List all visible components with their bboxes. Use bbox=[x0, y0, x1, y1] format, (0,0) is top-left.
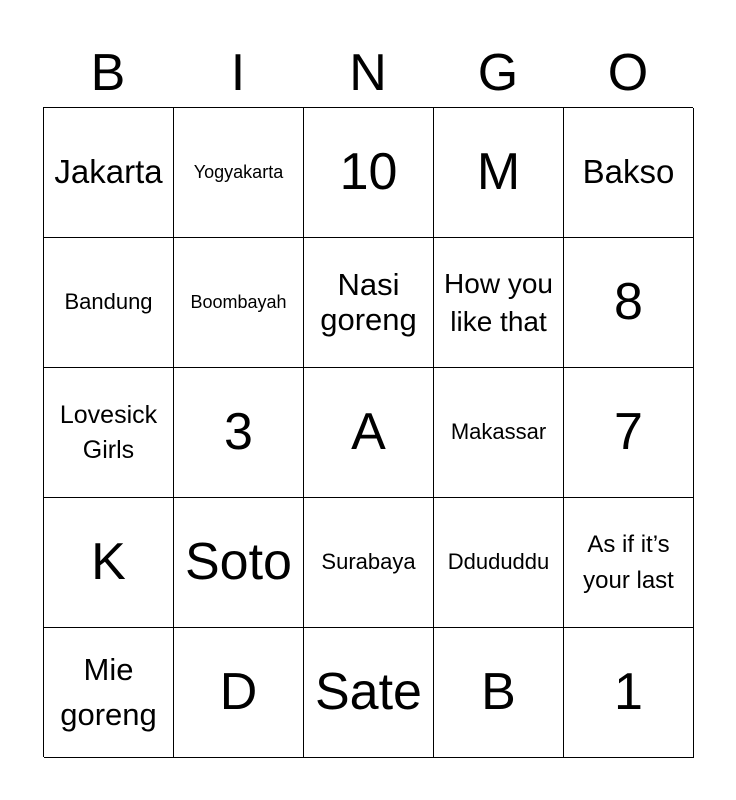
bingo-cell-r3c5[interactable] bbox=[564, 368, 694, 498]
bingo-cell-r5c2[interactable] bbox=[174, 628, 304, 758]
bingo-cell-r1c1[interactable] bbox=[44, 108, 174, 238]
cell-text: B bbox=[481, 662, 516, 721]
bingo-cell-r3c4[interactable] bbox=[434, 368, 564, 498]
bingo-cell-r2c4[interactable] bbox=[434, 238, 564, 368]
bingo-cell-r5c5[interactable] bbox=[564, 628, 694, 758]
bingo-board bbox=[43, 107, 693, 757]
cell-text: As if it’s your last bbox=[583, 530, 674, 594]
bingo-cell-r2c2[interactable] bbox=[174, 238, 304, 368]
bingo-cell-r1c4[interactable] bbox=[434, 108, 564, 238]
header-letter-g: G bbox=[477, 44, 519, 102]
bingo-cell-r4c2[interactable] bbox=[174, 498, 304, 628]
bingo-cell-r4c5[interactable] bbox=[564, 498, 694, 628]
header-letter-o: O bbox=[607, 44, 649, 102]
header-letter-i: I bbox=[230, 44, 246, 102]
cell-text: Bandung bbox=[64, 289, 153, 315]
cell-text: Makassar bbox=[450, 419, 547, 445]
cell-text: Soto bbox=[185, 532, 292, 591]
cell-text: 8 bbox=[614, 272, 643, 331]
cell-text: Ddududdu bbox=[447, 549, 550, 575]
cell-text: Surabaya bbox=[321, 549, 416, 575]
cell-text: Bakso bbox=[582, 153, 675, 191]
bingo-cell-r5c3[interactable] bbox=[304, 628, 434, 758]
cell-text: 7 bbox=[614, 402, 643, 461]
bingo-cell-r4c1[interactable] bbox=[44, 498, 174, 628]
cell-text: A bbox=[351, 402, 386, 461]
cell-text: M bbox=[476, 142, 521, 201]
bingo-cell-r3c3[interactable] bbox=[304, 368, 434, 498]
cell-text: 3 bbox=[224, 402, 253, 461]
cell-text: Lovesick Girls bbox=[59, 400, 158, 464]
cell-text: D bbox=[219, 662, 258, 721]
cell-text: K bbox=[91, 532, 126, 591]
bingo-cell-r1c2[interactable] bbox=[174, 108, 304, 238]
bingo-cell-r3c1[interactable] bbox=[44, 368, 174, 498]
bingo-cell-r4c4[interactable] bbox=[434, 498, 564, 628]
bingo-cell-r3c2[interactable] bbox=[174, 368, 304, 498]
bingo-cell-r2c3[interactable] bbox=[304, 238, 434, 368]
bingo-cell-r1c5[interactable] bbox=[564, 108, 694, 238]
header-letter-b: B bbox=[90, 44, 126, 102]
bingo-cell-r1c3[interactable] bbox=[304, 108, 434, 238]
cell-text: Yogyakarta bbox=[193, 161, 284, 182]
bingo-cell-r2c1[interactable] bbox=[44, 238, 174, 368]
cell-text: Mie goreng bbox=[60, 651, 157, 732]
cell-text: How you like that bbox=[444, 267, 553, 337]
header-letter-n: N bbox=[349, 44, 387, 102]
bingo-header bbox=[43, 40, 693, 106]
bingo-cell-r4c3[interactable] bbox=[304, 498, 434, 628]
bingo-cell-r5c4[interactable] bbox=[434, 628, 564, 758]
cell-text: Sate bbox=[315, 662, 422, 721]
cell-text: Nasi goreng bbox=[320, 267, 417, 337]
cell-text: 1 bbox=[614, 662, 643, 721]
bingo-cell-r2c5[interactable] bbox=[564, 238, 694, 368]
bingo-cell-r5c1[interactable] bbox=[44, 628, 174, 758]
cell-text: Jakarta bbox=[54, 153, 163, 191]
cell-text: 10 bbox=[339, 142, 398, 201]
cell-text: Boombayah bbox=[190, 291, 287, 312]
